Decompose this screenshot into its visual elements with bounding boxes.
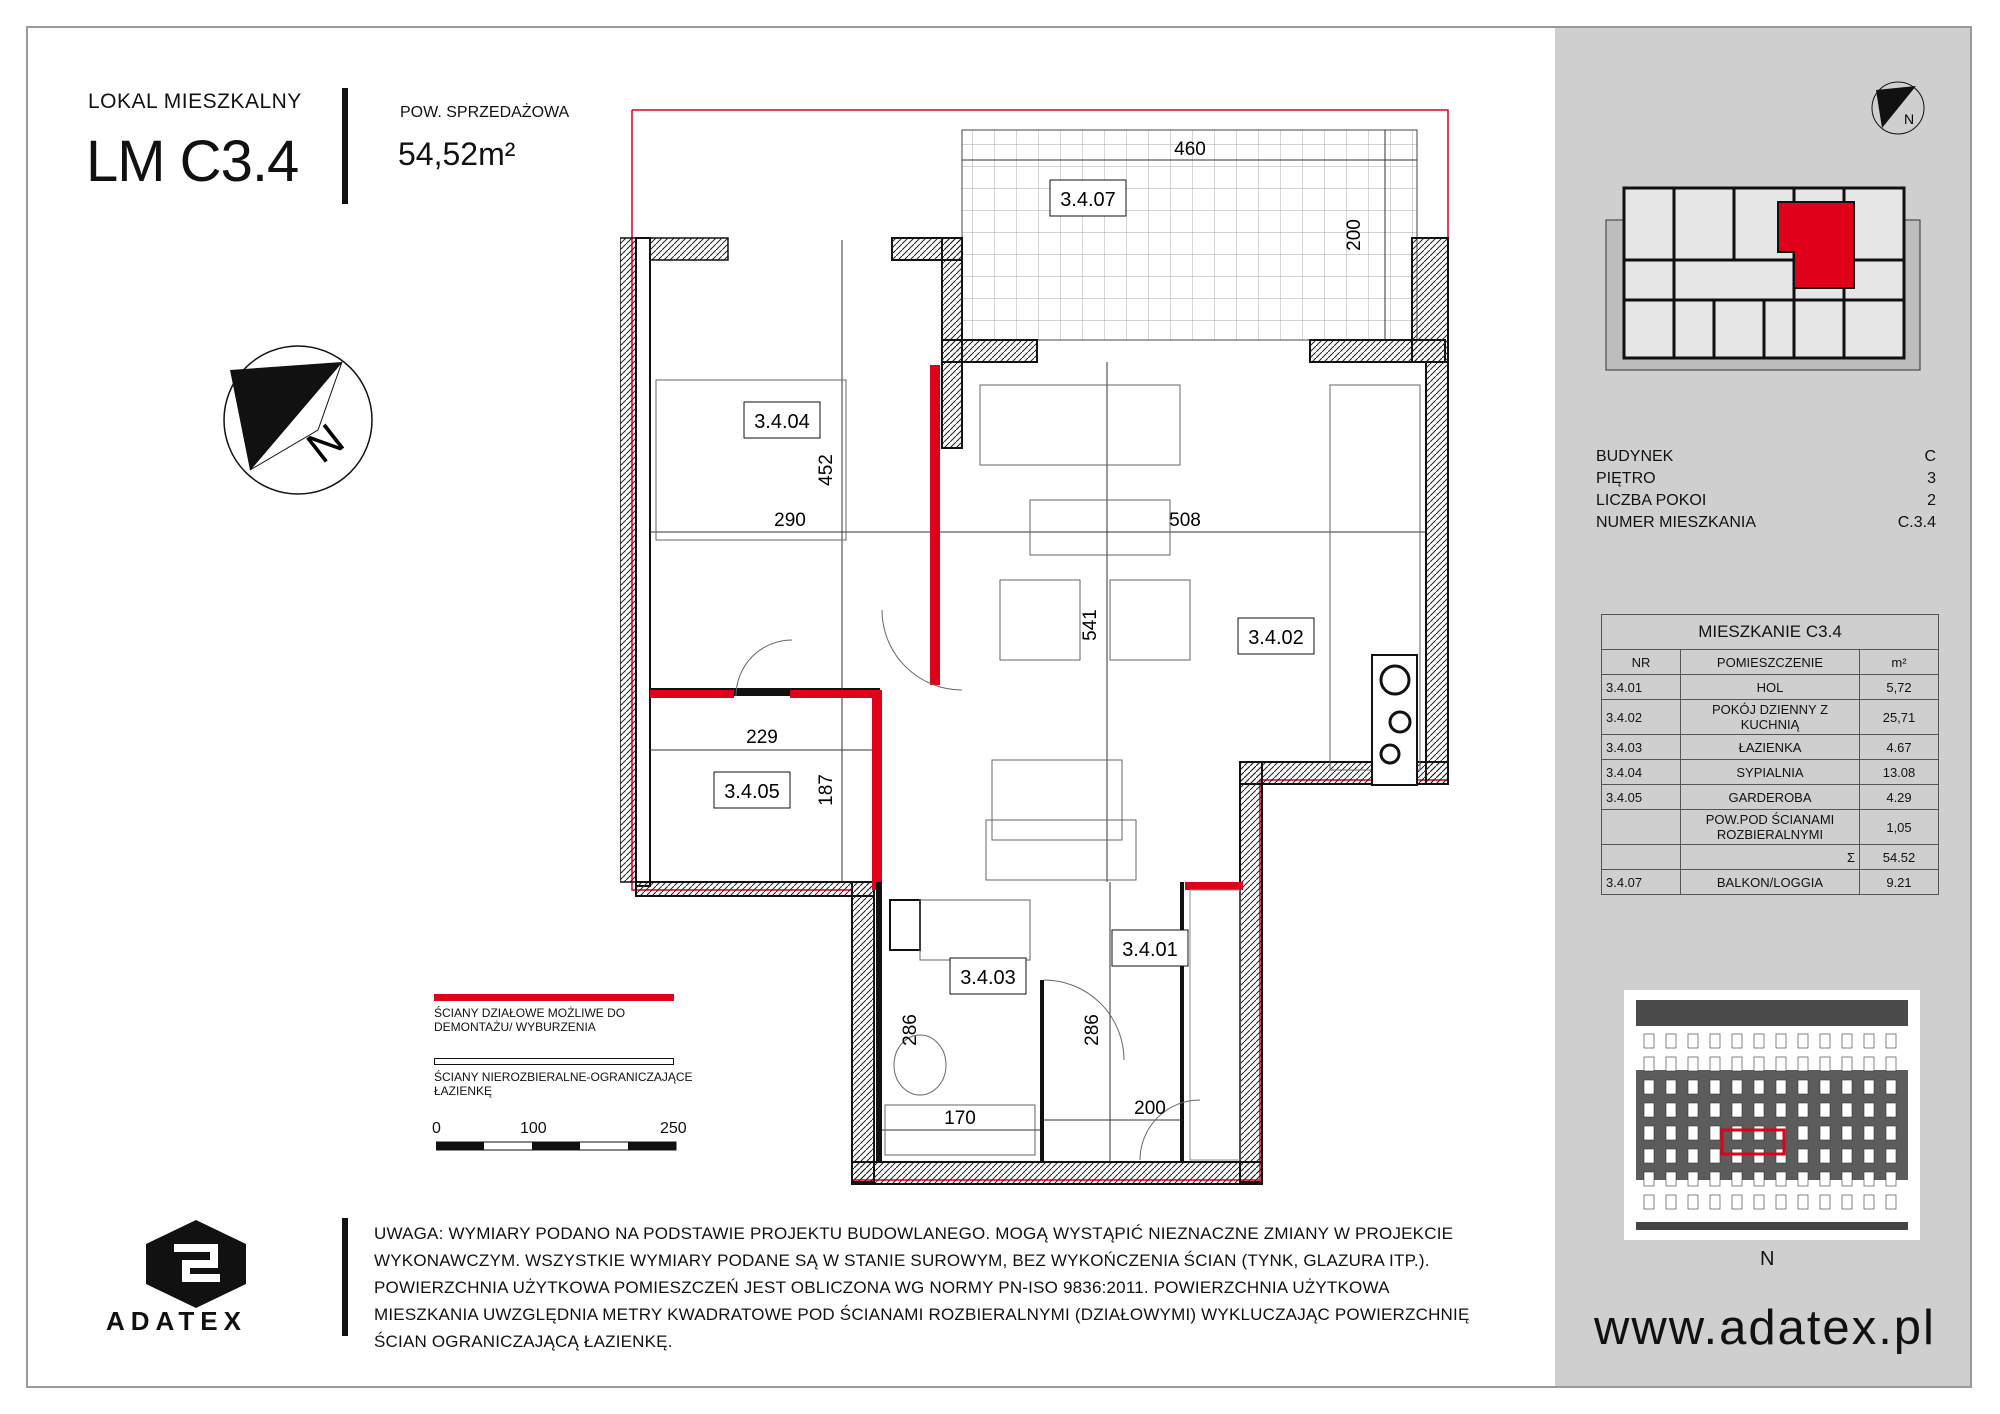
facade-window bbox=[1754, 1057, 1764, 1071]
info-unit-number bbox=[1596, 514, 1936, 532]
scale-bar bbox=[436, 1140, 686, 1152]
facade-window bbox=[1644, 1195, 1654, 1209]
room-label-3-4-02 bbox=[1238, 618, 1314, 654]
unit-code: LM C3.4 bbox=[86, 129, 299, 194]
facade-window bbox=[1732, 1103, 1742, 1117]
facade-window bbox=[1732, 1195, 1742, 1209]
facade-window bbox=[1886, 1103, 1896, 1117]
facade-window bbox=[1666, 1057, 1676, 1071]
facade-window bbox=[1688, 1034, 1698, 1048]
facade-window bbox=[1820, 1126, 1830, 1140]
floor-keyplan bbox=[1604, 180, 1924, 384]
facade-window bbox=[1688, 1126, 1698, 1140]
table-header-row bbox=[1602, 650, 1939, 675]
facade-window bbox=[1754, 1126, 1764, 1140]
facade-window bbox=[1798, 1057, 1808, 1071]
facade-window bbox=[1798, 1126, 1808, 1140]
facade-window bbox=[1886, 1172, 1896, 1186]
svg-text:3.4.05: 3.4.05 bbox=[724, 781, 780, 803]
mini-compass-letter: N bbox=[1904, 111, 1915, 127]
facade-window bbox=[1864, 1126, 1874, 1140]
dim-balcony-depth: 200 bbox=[1344, 219, 1365, 251]
adatex-logo-icon bbox=[136, 1218, 256, 1308]
facade-window bbox=[1666, 1034, 1676, 1048]
info-floor-label: PIĘTRO bbox=[1596, 470, 1656, 487]
facade-window bbox=[1798, 1172, 1808, 1186]
facade-window bbox=[1710, 1034, 1720, 1048]
facade-window bbox=[1644, 1149, 1654, 1163]
facade-window bbox=[1710, 1149, 1720, 1163]
legend-non-removable-text: ŚCIANY NIEROZBIERALNE-OGRANICZAJĄCE ŁAZIENKĘ bbox=[434, 1070, 693, 1098]
info-building-value: C bbox=[1924, 448, 1936, 465]
table-row: POW.POD ŚCIANAMI ROZBIERALNYMI 1,05 bbox=[1602, 810, 1939, 845]
facade-window bbox=[1864, 1057, 1874, 1071]
room-label-3-4-05 bbox=[714, 772, 790, 808]
facade-window bbox=[1820, 1172, 1830, 1186]
dim-hall-width: 200 bbox=[1134, 1098, 1166, 1119]
table-row: 3.4.03 ŁAZIENKA 4.67 bbox=[1602, 735, 1939, 760]
facade-window bbox=[1886, 1057, 1896, 1071]
facade-window bbox=[1688, 1172, 1698, 1186]
table-row: 3.4.05 GARDEROBA 4.29 bbox=[1602, 785, 1939, 810]
website-link[interactable]: www.adatex.pl bbox=[1594, 1301, 1936, 1355]
facade-window bbox=[1776, 1034, 1786, 1048]
header-nr: NR bbox=[1602, 650, 1681, 675]
legend-red-line bbox=[434, 994, 674, 1001]
facade-window bbox=[1732, 1126, 1742, 1140]
scale-label-100: 100 bbox=[520, 1120, 547, 1137]
table-row: 3.4.07 BALKON/LOGGIA 9.21 bbox=[1602, 870, 1939, 895]
sales-area-value: 54,52m² bbox=[398, 136, 516, 172]
facade-window bbox=[1776, 1103, 1786, 1117]
facade-window bbox=[1820, 1057, 1830, 1071]
facade-window bbox=[1820, 1195, 1830, 1209]
facade-window bbox=[1776, 1172, 1786, 1186]
room-label-3-4-03 bbox=[950, 958, 1026, 994]
svg-text:3.4.07: 3.4.07 bbox=[1060, 189, 1116, 211]
facade-window bbox=[1688, 1103, 1698, 1117]
header-area: m² bbox=[1860, 650, 1939, 675]
scale-label-0: 0 bbox=[432, 1120, 441, 1137]
facade-window bbox=[1886, 1080, 1896, 1094]
facade-window bbox=[1666, 1172, 1676, 1186]
facade-window bbox=[1776, 1195, 1786, 1209]
facade-window bbox=[1732, 1149, 1742, 1163]
facade-window bbox=[1864, 1080, 1874, 1094]
dim-bathroom-length: 286 bbox=[900, 1014, 921, 1046]
facade-window bbox=[1798, 1195, 1808, 1209]
mini-compass-icon bbox=[1870, 80, 1926, 136]
facade-window bbox=[1820, 1034, 1830, 1048]
dim-balcony-width: 460 bbox=[1174, 139, 1206, 160]
table-row: 3.4.02 POKÓJ DZIENNY Z KUCHNIĄ 25,71 bbox=[1602, 700, 1939, 735]
facade-window bbox=[1644, 1126, 1654, 1140]
facade-window bbox=[1842, 1126, 1852, 1140]
dim-hall-length: 286 bbox=[1082, 1014, 1103, 1046]
header-room: POMIESZCZENIE bbox=[1681, 650, 1860, 675]
dim-bedroom-length: 452 bbox=[816, 454, 837, 486]
facade-window bbox=[1842, 1080, 1852, 1094]
facade-window bbox=[1820, 1080, 1830, 1094]
facade-window bbox=[1886, 1034, 1896, 1048]
facade-window bbox=[1842, 1195, 1852, 1209]
facade-window bbox=[1732, 1034, 1742, 1048]
facade-window bbox=[1820, 1149, 1830, 1163]
legend-grey-line bbox=[434, 1058, 674, 1065]
facade-window bbox=[1754, 1034, 1764, 1048]
facade-window bbox=[1710, 1057, 1720, 1071]
facade-window bbox=[1798, 1149, 1808, 1163]
notice-text: UWAGA: WYMIARY PODANO NA PODSTAWIE PROJEKTU BUDOWLANEGO. MOGĄ WYSTĄPIĆ NIEZNACZNE ZMIANY W PROJEKCIE WYKONAWCZYM. WSZYSTKIE WYMIARY PODANE SĄ W STANIE SUROWYM, BEZ WYKOŃCZENIA ŚCIAN (TYNK, GLAZURA ITP.). POWIERZCHNIA UŻYTKOWA POMIESZCZEŃ JEST OBLICZONA WG NORMY PN-ISO 9836:2011. POWIERZCHNIA UŻYTKOWA MIESZKANIA UWZGLĘDNIA METRY KWADRATOWE POD ŚCIANAMI ROZBIERALNYMI (DZIAŁOWYMI) WYKLUCZAJĄC POWIERZCHNIĘ ŚCIAN OGRANICZAJĄCĄ ŁAZIENKĘ. bbox=[374, 1224, 1470, 1351]
logo-text: ADATEX bbox=[106, 1306, 247, 1336]
svg-text:3.4.02: 3.4.02 bbox=[1248, 627, 1304, 649]
facade-window bbox=[1842, 1172, 1852, 1186]
table-row: 3.4.04 SYPIALNIA 13.08 bbox=[1602, 760, 1939, 785]
floor-plan bbox=[620, 100, 1460, 1200]
facade-window bbox=[1710, 1103, 1720, 1117]
facade-window bbox=[1820, 1103, 1830, 1117]
svg-text:3.4.03: 3.4.03 bbox=[960, 967, 1016, 989]
room-label-3-4-04 bbox=[744, 402, 820, 438]
facade-window bbox=[1842, 1057, 1852, 1071]
scale-label-250: 250 bbox=[660, 1120, 687, 1137]
facade-window bbox=[1710, 1195, 1720, 1209]
facade-window bbox=[1754, 1080, 1764, 1094]
rooms-table bbox=[1601, 614, 1939, 895]
dim-bathroom-width: 170 bbox=[944, 1108, 976, 1129]
rooms-table-title: MIESZKANIE C3.4 bbox=[1602, 615, 1939, 650]
header-divider bbox=[342, 88, 348, 204]
facade-window bbox=[1842, 1103, 1852, 1117]
info-floor bbox=[1596, 470, 1936, 488]
facade-window bbox=[1644, 1103, 1654, 1117]
facade-window bbox=[1688, 1057, 1698, 1071]
facade-window bbox=[1886, 1126, 1896, 1140]
svg-text:3.4.04: 3.4.04 bbox=[754, 411, 810, 433]
facade-window bbox=[1886, 1195, 1896, 1209]
facade-window bbox=[1644, 1034, 1654, 1048]
facade-window bbox=[1644, 1172, 1654, 1186]
facade-window bbox=[1644, 1057, 1654, 1071]
facade-window bbox=[1864, 1103, 1874, 1117]
facade-window bbox=[1754, 1149, 1764, 1163]
table-row: 3.4.01 HOL 5,72 bbox=[1602, 675, 1939, 700]
compass-icon bbox=[218, 340, 378, 500]
facade-window bbox=[1666, 1080, 1676, 1094]
facade-window bbox=[1886, 1149, 1896, 1163]
facade-window bbox=[1864, 1172, 1874, 1186]
sales-area-label: POW. SPRZEDAŻOWA bbox=[400, 104, 570, 121]
room-label-3-4-01 bbox=[1112, 930, 1188, 966]
facade-window bbox=[1710, 1126, 1720, 1140]
facade-window bbox=[1688, 1149, 1698, 1163]
facade-window bbox=[1666, 1195, 1676, 1209]
facade-window bbox=[1710, 1080, 1720, 1094]
facade-window bbox=[1842, 1034, 1852, 1048]
facade-window bbox=[1864, 1034, 1874, 1048]
dim-wardrobe-length: 187 bbox=[816, 774, 837, 806]
facade-window bbox=[1666, 1103, 1676, 1117]
room-label-3-4-07 bbox=[1050, 180, 1126, 216]
facade-window bbox=[1776, 1080, 1786, 1094]
dim-living-width: 508 bbox=[1169, 510, 1201, 531]
info-rooms-label: LICZBA POKOI bbox=[1596, 492, 1707, 509]
facade-window bbox=[1864, 1149, 1874, 1163]
facade-window bbox=[1710, 1172, 1720, 1186]
svg-text:3.4.01: 3.4.01 bbox=[1122, 939, 1178, 961]
facade-window bbox=[1842, 1149, 1852, 1163]
info-floor-value: 3 bbox=[1927, 470, 1936, 487]
facade-window bbox=[1732, 1057, 1742, 1071]
facade-window bbox=[1688, 1080, 1698, 1094]
facade-window bbox=[1666, 1149, 1676, 1163]
compass-letter: N bbox=[297, 414, 354, 473]
info-building bbox=[1596, 448, 1936, 466]
facade-window bbox=[1798, 1034, 1808, 1048]
table-row-sum: Σ 54.52 bbox=[1602, 845, 1939, 870]
facade-window bbox=[1754, 1195, 1764, 1209]
facade-drawing bbox=[1624, 990, 1920, 1240]
dim-living-length: 541 bbox=[1080, 609, 1101, 641]
facade-window bbox=[1798, 1080, 1808, 1094]
facade-window bbox=[1644, 1080, 1654, 1094]
legend-demolishable-text: ŚCIANY DZIAŁOWE MOŻLIWE DO DEMONTAŻU/ WYBURZENIA bbox=[434, 1006, 626, 1034]
facade-window bbox=[1776, 1057, 1786, 1071]
notice-divider bbox=[342, 1218, 348, 1336]
facade-window bbox=[1864, 1195, 1874, 1209]
facade-window bbox=[1732, 1080, 1742, 1094]
facade-window bbox=[1688, 1195, 1698, 1209]
info-unit-number-label: NUMER MIESZKANIA bbox=[1596, 514, 1757, 531]
dim-wardrobe-width: 229 bbox=[746, 727, 778, 748]
facade-window bbox=[1754, 1172, 1764, 1186]
facade-orientation-label: N bbox=[1760, 1248, 1775, 1270]
info-unit-number-value: C.3.4 bbox=[1897, 514, 1936, 531]
unit-type-label: LOKAL MIESZKALNY bbox=[88, 90, 302, 113]
info-rooms-value: 2 bbox=[1927, 492, 1936, 509]
facade-window bbox=[1798, 1103, 1808, 1117]
info-rooms bbox=[1596, 492, 1936, 510]
info-building-label: BUDYNEK bbox=[1596, 448, 1674, 465]
facade-window bbox=[1732, 1172, 1742, 1186]
facade-window bbox=[1754, 1103, 1764, 1117]
facade-window bbox=[1666, 1126, 1676, 1140]
dim-bedroom-width: 290 bbox=[774, 510, 806, 531]
